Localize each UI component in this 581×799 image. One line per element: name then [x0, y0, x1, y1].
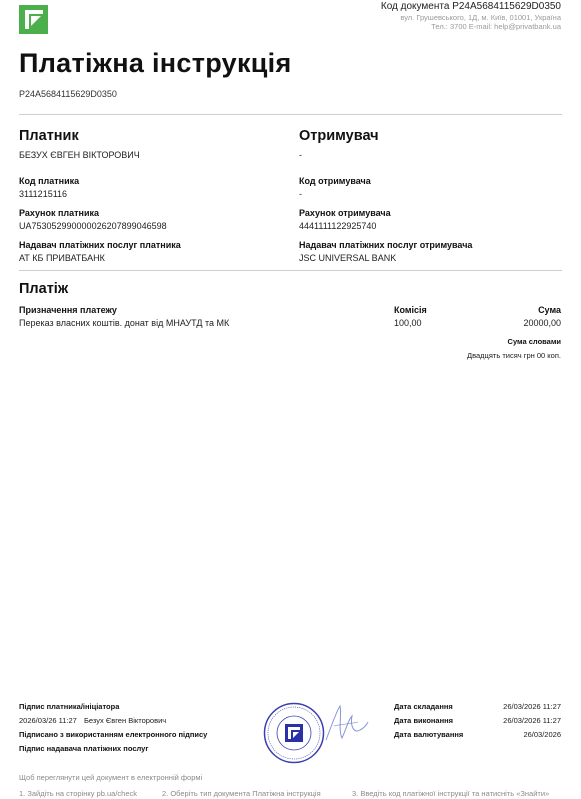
- payer-account-label: Рахунок платника: [19, 208, 99, 218]
- payer-provider: АТ КБ ПРИВАТБАНК: [19, 253, 105, 263]
- document-code: Код документа P24A5684115629D0350: [380, 1, 561, 12]
- recipient-provider: JSC UNIVERSAL BANK: [299, 253, 397, 263]
- executed-date-label: Дата виконання: [394, 716, 454, 725]
- amount-words-value: Двадцять тисяч грн 00 коп.: [467, 351, 561, 360]
- payer-code: 3111215116: [19, 189, 68, 199]
- page-title: Платіжна інструкція: [19, 48, 292, 78]
- footer-step-3: 3. Введіть код платіжної інструкції та натисніть «Знайти»: [352, 789, 550, 798]
- executed-date: 26/03/2026 11:27: [503, 716, 561, 725]
- signer-name: Безух Євген Вікторович: [84, 716, 167, 725]
- footer-step-1: 1. Зайдіть на сторінку pb.ua/check: [19, 789, 137, 798]
- payer-name: БЕЗУХ ЄВГЕН ВІКТОРОВИЧ: [19, 150, 140, 160]
- payer-code-label: Код платника: [19, 176, 80, 186]
- divider: [19, 270, 562, 271]
- amount-words-label: Сума словами: [507, 337, 561, 346]
- recipient-name: -: [299, 150, 302, 160]
- payer-account: UA753052990000026207899046598: [19, 221, 167, 231]
- amount-value: 20000,00: [523, 318, 561, 328]
- signer-date: 2026/03/26 11:27: [19, 716, 77, 725]
- purpose-value: Переказ власних коштів. донат від МНАУТД та МК: [19, 318, 230, 328]
- recipient-account-label: Рахунок отримувача: [299, 208, 391, 218]
- esign-label: Підписано з використанням електронного підпису: [19, 730, 208, 739]
- payer-heading: Платник: [19, 128, 79, 144]
- payer-provider-label: Надавач платіжних послуг платника: [19, 240, 181, 250]
- value-date-label: Дата валютування: [394, 730, 464, 739]
- provider-sign-label: Підпис надавача платіжних послуг: [19, 744, 149, 753]
- recipient-provider-label: Надавач платіжних послуг отримувача: [299, 240, 473, 250]
- signer-label: Підпис платника/ініціатора: [19, 702, 120, 711]
- value-date: 26/03/2026: [523, 730, 561, 739]
- amount-label: Сума: [538, 305, 561, 315]
- commission-label: Комісія: [394, 305, 427, 315]
- commission-value: 100,00: [394, 318, 422, 328]
- contact-line: Тел.: 3700 E-mail: help@privatbank.ua: [431, 22, 561, 31]
- document-number: P24A5684115629D0350: [19, 89, 117, 99]
- created-date: 26/03/2026 11:27: [503, 702, 561, 711]
- footer-intro: Щоб переглянути цей документ в електронній формі: [19, 773, 203, 782]
- divider: [19, 114, 562, 115]
- bank-address: [400, 13, 561, 31]
- signature-icon: [320, 700, 370, 746]
- recipient-code-label: Код отримувача: [299, 176, 371, 186]
- address-line: вул. Грушевського, 1Д, м. Київ, 01001, Україна: [400, 13, 561, 22]
- footer-step-2: 2. Оберіть тип документа Платіжна інструкція: [162, 789, 321, 798]
- privatbank-logo-icon: [19, 5, 48, 34]
- recipient-code: -: [299, 189, 302, 199]
- bank-stamp-icon: [263, 702, 325, 764]
- recipient-heading: Отримувач: [299, 128, 379, 144]
- created-date-label: Дата складання: [394, 702, 453, 711]
- payment-heading: Платіж: [19, 281, 69, 297]
- purpose-label: Призначення платежу: [19, 305, 117, 315]
- recipient-account: 4441111122925740: [299, 221, 377, 231]
